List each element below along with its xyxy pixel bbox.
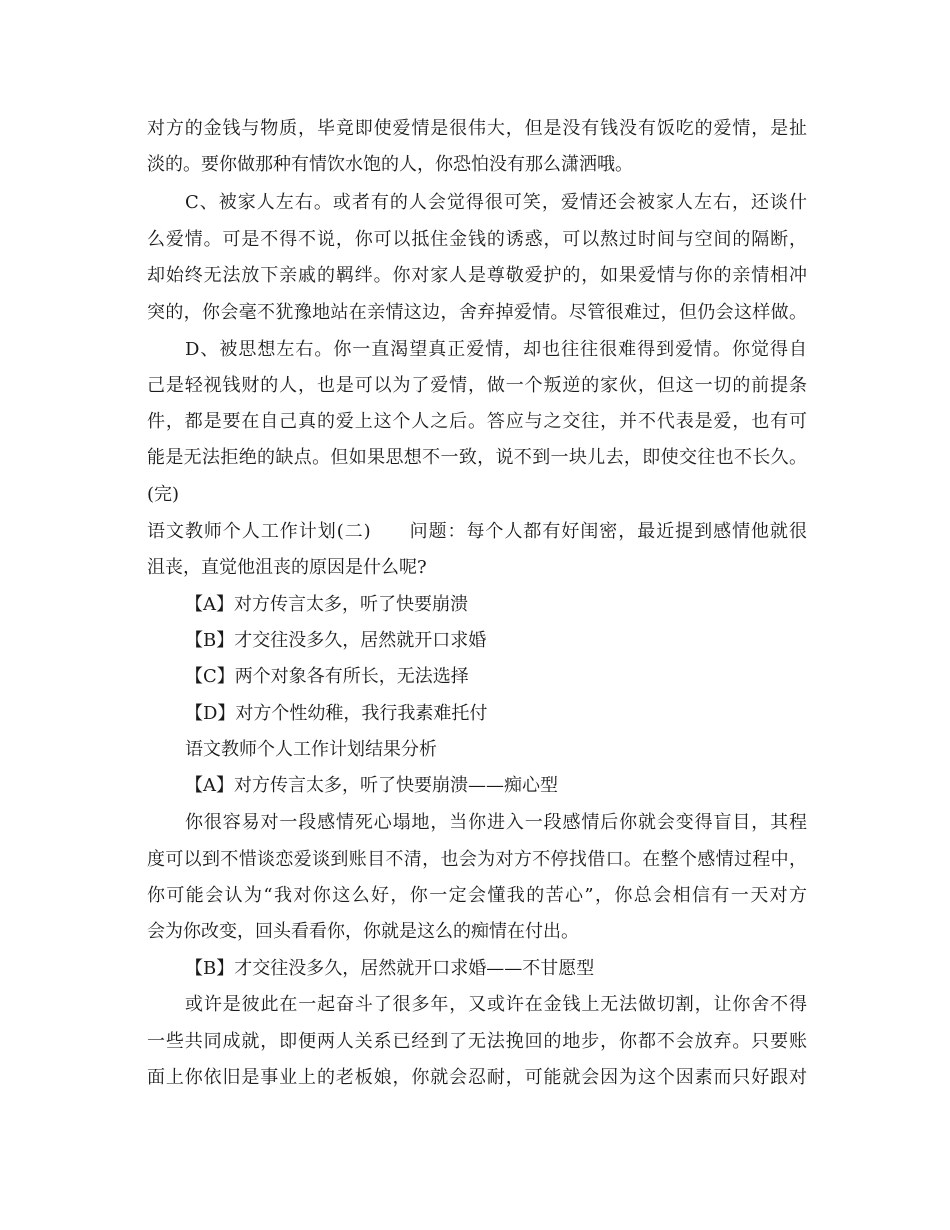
option-c: 【C】两个对象各有所长，无法选择 — [185, 666, 469, 687]
section-title-line: 语文教师个人工作计划(二) 问题：每个人都有好闺密，最近提到感情他就很 — [147, 521, 807, 542]
text-line: 突的，你会毫不犹豫地站在亲情这边，舍弃掉爱情。尽管很难过，但仍会这样做。 — [147, 302, 807, 323]
text-line: 件，都是要在自己真的爱上这个人之后。答应与之交往，并不代表是爱，也有可 — [147, 411, 807, 432]
text-line: 却始终无法放下亲戚的羁绊。你对家人是尊敬爱护的，如果爱情与你的亲情相冲 — [147, 265, 807, 286]
text-line: (完) — [147, 484, 180, 505]
text-line: 你可能会认为“我对你这么好，你一定会懂我的苦心”，你总会相信有一天对方 — [147, 885, 807, 906]
text-line: 度可以到不惜谈恋爱谈到账目不清，也会为对方不停找借口。在整个感情过程中， — [147, 849, 807, 870]
text-line: 或许是彼此在一起奋斗了很多年，又或许在金钱上无法做切割，让你舍不得 — [185, 994, 807, 1015]
text-line: 会为你改变，回头看看你，你就是这么的痴情在付出。 — [147, 921, 579, 942]
option-a: 【A】对方传言太多，听了快要崩溃 — [185, 594, 468, 615]
option-d: 【D】对方个性幼稚，我行我素难托付 — [185, 703, 488, 724]
result-a-heading: 【A】对方传言太多，听了快要崩溃——痴心型 — [185, 775, 558, 796]
option-b: 【B】才交往没多久，居然就开口求婚 — [185, 630, 487, 651]
result-b-heading: 【B】才交往没多久，居然就开口求婚——不甘愿型 — [185, 958, 595, 979]
text-line: D、被思想左右。你一直渴望真正爱情，却也往往很难得到爱情。你觉得自 — [185, 339, 807, 360]
text-line: 一些共同成就，即便两人关系已经到了无法挽回的地步，你都不会放弃。只要账 — [147, 1031, 807, 1052]
text-line: C、被家人左右。或者有的人会觉得很可笑，爱情还会被家人左右，还谈什 — [185, 192, 807, 213]
text-line: 面上你依旧是事业上的老板娘，你就会忍耐，可能就会因为这个因素而只好跟对 — [147, 1067, 807, 1088]
text-line: 对方的金钱与物质，毕竟即使爱情是很伟大，但是没有钱没有饭吃的爱情，是扯 — [147, 118, 807, 139]
text-line: 沮丧，直觉他沮丧的原因是什么呢? — [147, 557, 427, 578]
text-line: 么爱情。可是不得不说，你可以抵住金钱的诱惑，可以熬过时间与空间的隔断， — [147, 229, 807, 250]
text-line: 你很容易对一段感情死心塌地，当你进入一段感情后你就会变得盲目，其程 — [185, 812, 807, 833]
text-line: 能是无法拒绝的缺点。但如果思想不一致，说不到一块儿去，即使交往也不长久。 — [147, 447, 807, 468]
analysis-heading: 语文教师个人工作计划结果分析 — [185, 739, 437, 760]
text-line: 淡的。要你做那种有情饮水饱的人，你恐怕没有那么潇洒哦。 — [147, 154, 633, 175]
text-line: 己是轻视钱财的人，也是可以为了爱情，做一个叛逆的家伙，但这一切的前提条 — [147, 375, 807, 396]
